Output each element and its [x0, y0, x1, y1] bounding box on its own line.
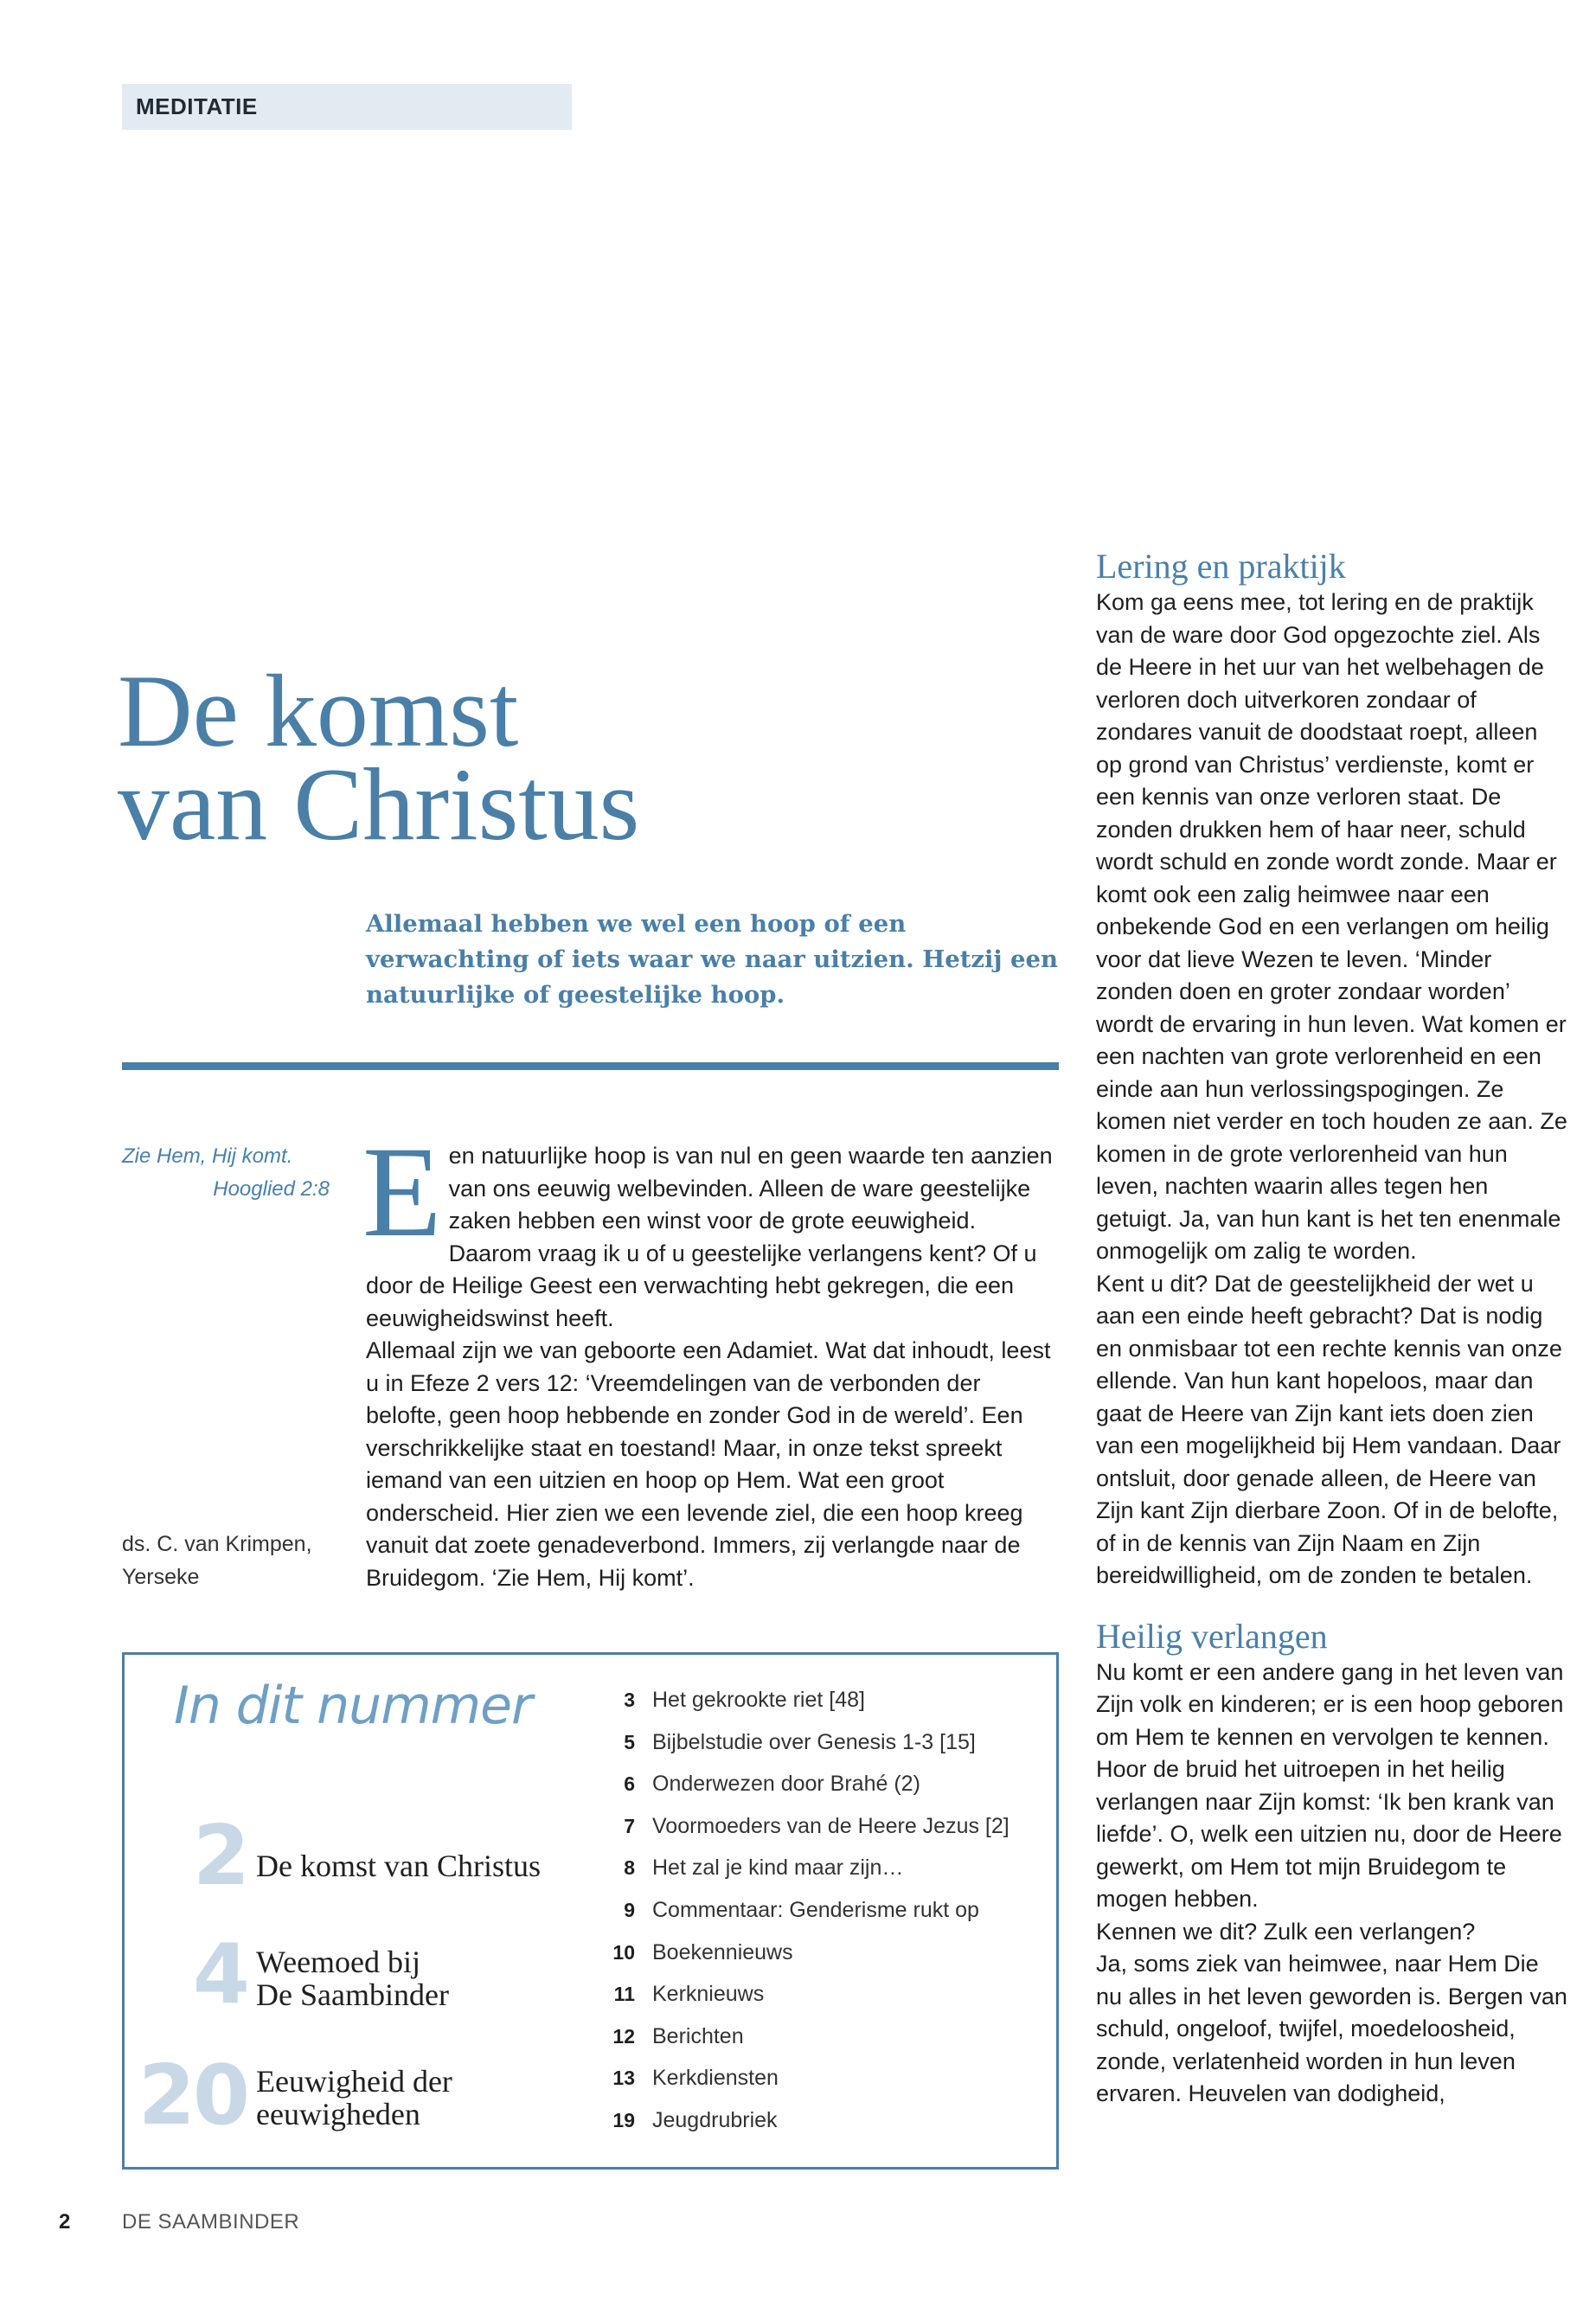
article-continuation [1096, 547, 1567, 2111]
body-paragraph: Ja, soms ziek van heimwee, naar Hem Die nu alles in het leven geworden is. Bergen van schuld, ongeloof, twijfel, moedeloosheid, zonde, verlatenheid worden in hun leven ervaren. Heuvelen van dodigheid, [1096, 1951, 1567, 2106]
body-paragraph: Nu komt er een andere gang in het leven van Zijn volk en kinderen; er is een hoop geboren om Hem te kennen en vervolgen te kennen. Hoor de bruid het uitroepen in het heilig verlangen naar Zijn komst: ‘Ik ben krank van liefde’. O, welk een uitzien nu, door de Heere gewerkt, om Hem tot mijn Bruidegom te mogen hebben. [1096, 1658, 1564, 1912]
body-paragraph: en natuurlijke hoop is van nul en geen waarde ten aanzien van ons eeuwig welbevinden. Alleen de ware geestelijke zaken hebben een winst voor de grote eeuwigheid. Daarom vraag ik u of u geestelijke verlangens kent? Of u door de Heilige Geest een verwachting hebt gekregen, die een eeuwigheidswinst heeft. [366, 1143, 1053, 1331]
toc-label: Kerknieuws [652, 1982, 765, 2007]
toc-label: Kerkdiensten [652, 2066, 779, 2091]
toc-label: Het zal je kind maar zijn… [652, 1856, 904, 1881]
toc-label: Commentaar: Genderisme rukt op [652, 1897, 979, 1922]
toc-label: Het gekrookte riet [48] [652, 1688, 865, 1712]
toc-item[interactable] [609, 1850, 1042, 1893]
feature-title-line: eeuwigheden [256, 2097, 420, 2131]
author-name: ds. C. van Krimpen, [122, 1532, 312, 1556]
divider [122, 1062, 1059, 1070]
feature-title-line: De Saambinder [256, 1977, 449, 2012]
feature-title [256, 1945, 449, 2011]
toc-feature[interactable] [125, 2048, 609, 2144]
article-lead: Allemaal hebben we wel een hoop of een verwachting of iets waar we naar uitzien. Hetzij een natuurlijke of geestelijke hoop. [366, 910, 1058, 1009]
toc-item[interactable] [609, 2019, 1042, 2061]
footer-publication: DE SAAMBINDER [122, 2210, 300, 2234]
quote-text: Zie Hem, Hij komt. [122, 1144, 293, 1168]
section-label: MEDITATIE [122, 84, 572, 130]
toc-page: 8 [624, 1856, 635, 1880]
toc-page: 19 [612, 2108, 635, 2131]
feature-page-number: 2 [192, 1809, 247, 1904]
toc-page: 7 [624, 1814, 635, 1837]
feature-title-line: Weemoed bij [256, 1945, 421, 1979]
toc-feature[interactable] [125, 1927, 609, 2022]
toc-title: In dit nummer [174, 1676, 532, 1736]
feature-title [256, 2065, 452, 2131]
feature-page-number: 4 [192, 1927, 247, 2022]
author-credit [122, 1528, 330, 1593]
body-paragraph: Kent u dit? Dat de geestelijkheid der wet u aan een einde heeft gebracht? Dat is nodig en onmisbaar tot een rechte kennis van onze ellende. Van hun kant hopeloos, maar dan gaat de Heere van Zijn kant iets doen zien van een mogelijkheid bij Hem vandaan. Daar ontsluit, door genade alleen, de Heere van Zijn kant Zijn dierbare Zoon. Of in de belofte, of in de kennis van Zijn Naam en Zijn bereidwilligheid, om de zonden te betalen. [1096, 1270, 1562, 1588]
article-title [118, 653, 896, 862]
title-line-2: van Christus [118, 747, 640, 862]
quote-reference: Hooglied 2:8 [213, 1177, 330, 1201]
body-paragraph: Allemaal zijn we van geboorte een Adamiet. Wat dat inhoudt, leest u in Efeze 2 vers 12: ‘Vreemdelingen van de verbonden der belofte, geen hoop hebbende en zonder God in de wereld’. Een verschrikkelijke staat en toestand! Maar, in onze tekst spreekt iemand van een uitzien en hoop op Hem. Wat een groot onderscheid. Hier zien we een levende ziel, die een hoop kreeg vanuit dat zoete genadeverbond. Immers, zij verlangde naar de Bruidegom. ‘Zie Hem, Hij komt’. [366, 1337, 1051, 1591]
toc-list [609, 1682, 1042, 2145]
scripture-quote [122, 1140, 330, 1206]
toc-item[interactable] [609, 1682, 1042, 1725]
toc-item[interactable] [609, 1893, 1042, 1935]
subheading-verlangen: Heilig verlangen [1096, 1616, 1328, 1656]
feature-title [256, 1849, 541, 1882]
toc-feature[interactable] [125, 1809, 609, 1904]
toc-page: 12 [612, 2024, 635, 2048]
toc-label: Boekennieuws [652, 1939, 793, 1965]
toc-item[interactable] [609, 1809, 1042, 1851]
toc-label: Jeugdrubriek [652, 2107, 778, 2132]
table-of-contents [122, 1652, 1059, 2170]
title-line-1: De komst [118, 653, 519, 768]
toc-item[interactable] [609, 1977, 1042, 2019]
drop-cap: E [362, 1120, 442, 1264]
body-paragraph: Kennen we dit? Zulk een verlangen? [1096, 1918, 1476, 1945]
toc-label: Voormoeders van de Heere Jezus [2] [652, 1813, 1010, 1838]
author-place: Yerseke [122, 1565, 200, 1589]
toc-item[interactable] [609, 1766, 1042, 1809]
toc-page: 3 [624, 1689, 635, 1711]
toc-item[interactable] [609, 1935, 1042, 1977]
footer-page-number: 2 [59, 2210, 71, 2234]
toc-label: Onderwezen door Brahé (2) [652, 1772, 920, 1797]
toc-item[interactable] [609, 2103, 1042, 2145]
toc-page: 9 [624, 1898, 635, 1921]
body-paragraph: Kom ga eens mee, tot lering en de praktijk van de ware door God opgezochte ziel. Als de Heere in het uur van het welbehagen de verloren doch uitverkoren zondaar of zondares vanuit de doodstaat roept, alleen op grond van Christus’ verdienste, komt er een kennis van onze verloren staat. De zonden drukken hem of haar neer, schuld wordt schuld en zonde wordt zonde. Maar er komt ook een zalig heimwee naar een onbekende God en een verlangen om heilig voor dat lieve Wezen te leven. ‘Minder zonden doen en groter zondaar worden’ wordt de ervaring in hun leven. Wat komen er een nachten van grote verlorenheid en een einde aan hun verlossingspogingen. Ze komen niet verder en toch houden ze aan. Ze komen in de grote verlorenheid van hun leven, nachten waarin alles tegen hen getuigt. Ja, van hun kant is het ten enenmale onmogelijk om zalig te worden. [1096, 589, 1567, 1264]
toc-page: 5 [624, 1730, 635, 1753]
toc-page: 13 [612, 2067, 635, 2090]
toc-page: 11 [613, 1983, 635, 2006]
toc-item[interactable] [609, 1725, 1042, 1767]
feature-title-line: Eeuwigheid der [256, 2064, 452, 2099]
article-body [362, 1120, 1058, 1594]
toc-page: 6 [624, 1772, 635, 1796]
toc-label: Berichten [652, 2023, 744, 2048]
feature-title-line: De komst van Christus [256, 1849, 541, 1883]
subheading-lering: Lering en praktijk [1096, 547, 1346, 586]
toc-page: 10 [612, 1940, 635, 1964]
feature-page-number: 20 [138, 2048, 247, 2144]
toc-item[interactable] [609, 2061, 1042, 2103]
toc-label: Bijbelstudie over Genesis 1-3 [15] [652, 1729, 976, 1754]
